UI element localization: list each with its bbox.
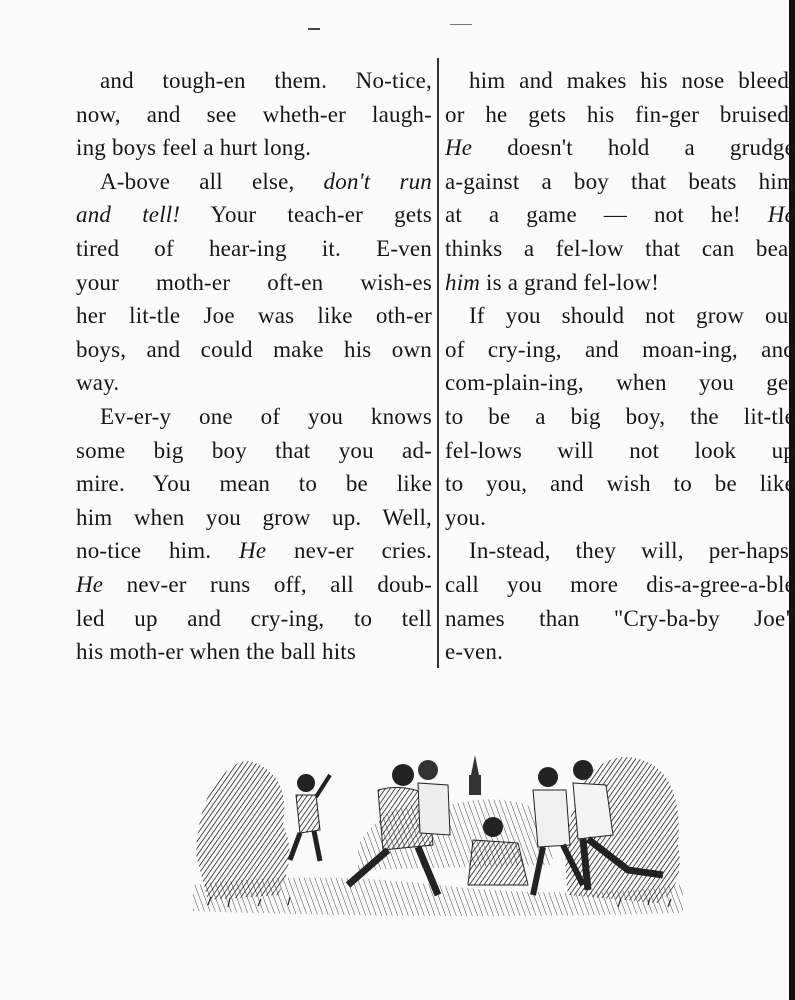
italic-text: He bbox=[445, 135, 473, 161]
text-segment: doesn't hold a grudge bbox=[472, 135, 795, 161]
text-line bbox=[76, 98, 432, 132]
text-line bbox=[445, 98, 795, 132]
text-segment: nev-er runs off, all doub- bbox=[103, 571, 432, 597]
italic-text: He bbox=[767, 202, 795, 228]
italic-text: don't run bbox=[323, 168, 432, 194]
text-segment: him and makes his nose bleed, bbox=[469, 68, 795, 93]
boys-playing-engraving bbox=[188, 735, 688, 920]
text-line bbox=[76, 198, 432, 232]
text-line bbox=[445, 366, 795, 400]
text-segment: your moth-er oft-en wish-es bbox=[76, 269, 432, 295]
text-line bbox=[76, 602, 432, 636]
column-divider bbox=[437, 58, 439, 668]
text-line bbox=[76, 232, 432, 266]
text-line bbox=[445, 64, 795, 98]
text-line bbox=[445, 602, 795, 636]
text-segment: Ev-er-y one of you knows bbox=[100, 403, 432, 429]
text-line bbox=[445, 232, 795, 266]
text-segment: boys, and could make his own bbox=[76, 336, 432, 362]
text-segment: com-plain-ing, when you get bbox=[445, 370, 795, 396]
text-line bbox=[445, 534, 795, 568]
paragraph bbox=[445, 64, 795, 299]
text-segment: thinks a fel-low that can beat bbox=[445, 235, 795, 261]
text-segment: at a game — not he! bbox=[445, 202, 768, 228]
text-segment: and tough-en them. No-tice, bbox=[100, 68, 432, 93]
italic-text: He bbox=[239, 538, 267, 564]
italic-text: and tell! bbox=[76, 202, 181, 228]
text-segment: or he gets his fin-ger bruised. bbox=[445, 101, 795, 127]
text-line bbox=[445, 299, 795, 333]
text-line bbox=[76, 131, 432, 165]
paragraph bbox=[76, 64, 432, 165]
italic-text: him bbox=[445, 269, 481, 295]
text-line bbox=[445, 400, 795, 434]
text-line bbox=[76, 333, 432, 367]
paragraph bbox=[445, 299, 795, 534]
text-line bbox=[445, 165, 795, 199]
text-segment: names than "Cry-ba-by Joe" bbox=[445, 605, 795, 631]
print-mark bbox=[308, 28, 320, 30]
text-line bbox=[445, 635, 795, 669]
text-segment: e-ven. bbox=[445, 639, 504, 665]
text-segment: fel-lows will not look up bbox=[445, 437, 795, 463]
text-segment: nev-er cries. bbox=[266, 538, 432, 564]
text-segment: led up and cry-ing, to tell bbox=[76, 605, 432, 631]
text-line bbox=[445, 568, 795, 602]
text-line bbox=[445, 333, 795, 367]
text-line bbox=[445, 434, 795, 468]
text-line bbox=[76, 400, 432, 434]
text-segment: no-tice him. bbox=[76, 538, 240, 564]
text-segment: way. bbox=[76, 370, 120, 396]
text-line bbox=[76, 64, 432, 98]
paragraph bbox=[76, 165, 432, 400]
text-segment: to you, and wish to be like bbox=[445, 471, 795, 497]
text-segment: to be a big boy, the lit-tle bbox=[445, 403, 795, 429]
right-text-column bbox=[445, 64, 795, 669]
text-line bbox=[445, 198, 795, 232]
text-segment: Your teach-er gets bbox=[180, 202, 432, 228]
text-segment: tired of hear-ing it. E-ven bbox=[76, 235, 432, 261]
text-segment: some big boy that you ad- bbox=[76, 437, 432, 463]
paragraph bbox=[76, 400, 432, 669]
text-line bbox=[76, 501, 432, 535]
text-line bbox=[76, 366, 432, 400]
text-segment: of cry-ing, and moan-ing, and bbox=[445, 336, 795, 362]
text-segment: a-gainst a boy that beats him bbox=[445, 168, 795, 194]
italic-text: He bbox=[76, 571, 104, 597]
text-segment: ing boys feel a hurt long. bbox=[76, 135, 312, 161]
text-segment: you. bbox=[445, 504, 487, 530]
text-line bbox=[76, 434, 432, 468]
text-line bbox=[76, 266, 432, 300]
text-segment: mire. You mean to be like bbox=[76, 471, 432, 497]
text-line bbox=[445, 131, 795, 165]
text-segment: In-stead, they will, per-haps, bbox=[469, 538, 795, 564]
left-text-column bbox=[76, 64, 432, 669]
text-line bbox=[76, 534, 432, 568]
text-line bbox=[76, 635, 432, 669]
text-segment: his moth-er when the ball hits bbox=[76, 639, 357, 665]
text-line bbox=[76, 299, 432, 333]
text-line bbox=[445, 467, 795, 501]
text-line bbox=[445, 266, 795, 300]
paragraph bbox=[445, 534, 795, 668]
text-line bbox=[76, 568, 432, 602]
text-segment: now, and see wheth-er laugh- bbox=[76, 101, 432, 127]
text-segment: her lit-tle Joe was like oth-er bbox=[76, 303, 432, 329]
text-segment: him when you grow up. Well, bbox=[76, 504, 432, 530]
text-segment: is a grand fel-low! bbox=[480, 269, 660, 295]
print-mark bbox=[450, 24, 472, 25]
text-line bbox=[445, 501, 795, 535]
text-line bbox=[76, 165, 432, 199]
text-segment: A-bove all else, bbox=[100, 168, 324, 194]
text-segment: call you more dis-a-gree-a-ble bbox=[445, 571, 795, 597]
text-line bbox=[76, 467, 432, 501]
text-segment: If you should not grow out bbox=[469, 303, 795, 329]
